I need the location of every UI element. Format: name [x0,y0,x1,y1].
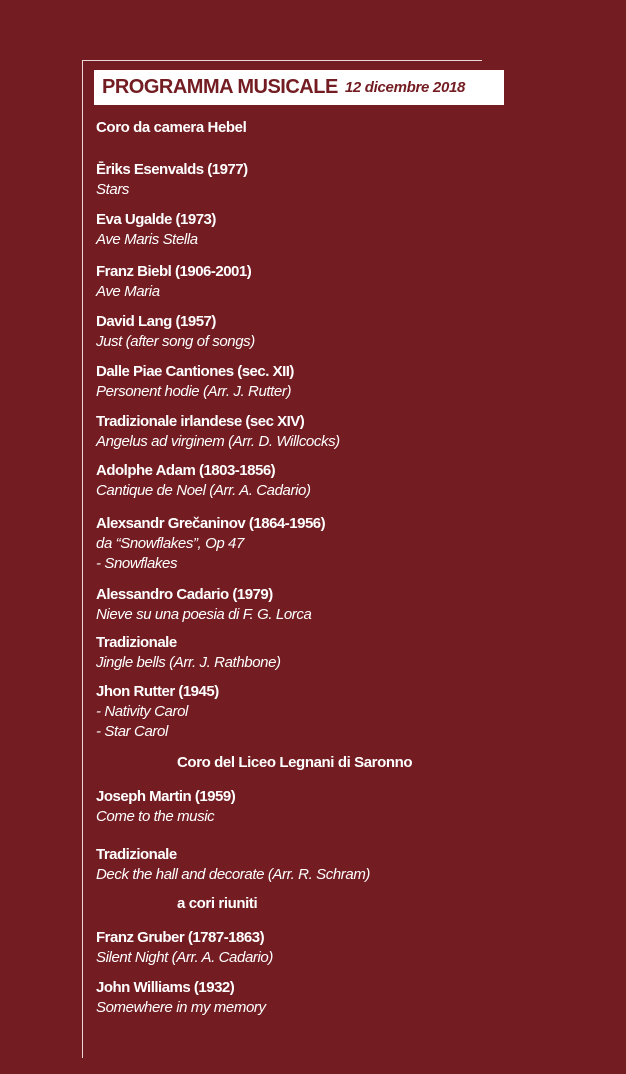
composer-name: Dalle Piae Cantiones (sec. XII) [96,363,294,380]
program-entry [96,461,311,501]
section-heading-legnani: Coro del Liceo Legnani di Saronno [177,754,413,771]
work-title: Nieve su una poesia di F. G. Lorca [96,606,312,623]
program-entry [96,928,273,968]
composer-name: Ēriks Esenvalds (1977) [96,161,248,178]
work-title: Silent Night (Arr. A. Cadario) [96,949,273,966]
composer-name: John Williams (1932) [96,979,235,996]
composer-name: Franz Gruber (1787-1863) [96,929,265,946]
title-box [94,70,504,105]
program-entry [96,633,281,673]
event-date: 12 dicembre 2018 [344,79,466,96]
composer-name: Joseph Martin (1959) [96,788,236,805]
work-title: Stars [96,181,130,198]
section-heading-hebel: Coro da camera Hebel [96,119,247,136]
section-heading-cori-riuniti: a cori riuniti [177,895,258,912]
work-title: Personent hodie (Arr. J. Rutter) [96,383,292,400]
work-title: Come to the music [96,808,215,825]
composer-name: Tradizionale [96,634,177,651]
work-title: Somewhere in my memory [96,999,266,1016]
program-entry [96,362,294,402]
program-entry [96,845,370,885]
composer-name: Franz Biebl (1906-2001) [96,263,252,280]
program-entry [96,514,325,574]
work-title: - Star Carol [96,723,168,740]
program-entry [96,262,251,302]
composer-name: Adolphe Adam (1803-1856) [96,462,276,479]
composer-name: Eva Ugalde (1973) [96,211,216,228]
composer-name: Tradizionale irlandese (sec XIV) [96,413,305,430]
composer-name: Alessandro Cadario (1979) [96,586,273,603]
program-entry [96,978,266,1018]
program-entry [96,312,255,352]
program-entry [96,412,340,452]
work-title: Ave Maris Stella [96,231,198,248]
work-title: Just (after song of songs) [96,333,255,350]
program-entry [96,160,248,200]
work-title: Angelus ad virginem (Arr. D. Willcocks) [96,433,340,450]
work-title: da “Snowflakes”, Op 47 [96,535,244,552]
work-title: Deck the hall and decorate (Arr. R. Schram) [96,866,371,883]
frame-top-line [82,60,482,61]
composer-name: Tradizionale [96,846,177,863]
work-title: Cantique de Noel (Arr. A. Cadario) [96,482,311,499]
frame-left-line [82,60,83,1058]
composer-name: Alexsandr Grečaninov (1864-1956) [96,515,326,532]
composer-name: Jhon Rutter (1945) [96,683,219,700]
composer-name: David Lang (1957) [96,313,216,330]
work-title: - Snowflakes [96,555,178,572]
work-title: Jingle bells (Arr. J. Rathbone) [96,654,281,671]
program-entry [96,787,235,827]
program-entry [96,585,311,625]
program-entry [96,682,219,742]
program-entry [96,210,216,250]
work-title: - Nativity Carol [96,703,188,720]
page-title: PROGRAMMA MUSICALE [102,76,338,98]
work-title: Ave Maria [96,283,160,300]
